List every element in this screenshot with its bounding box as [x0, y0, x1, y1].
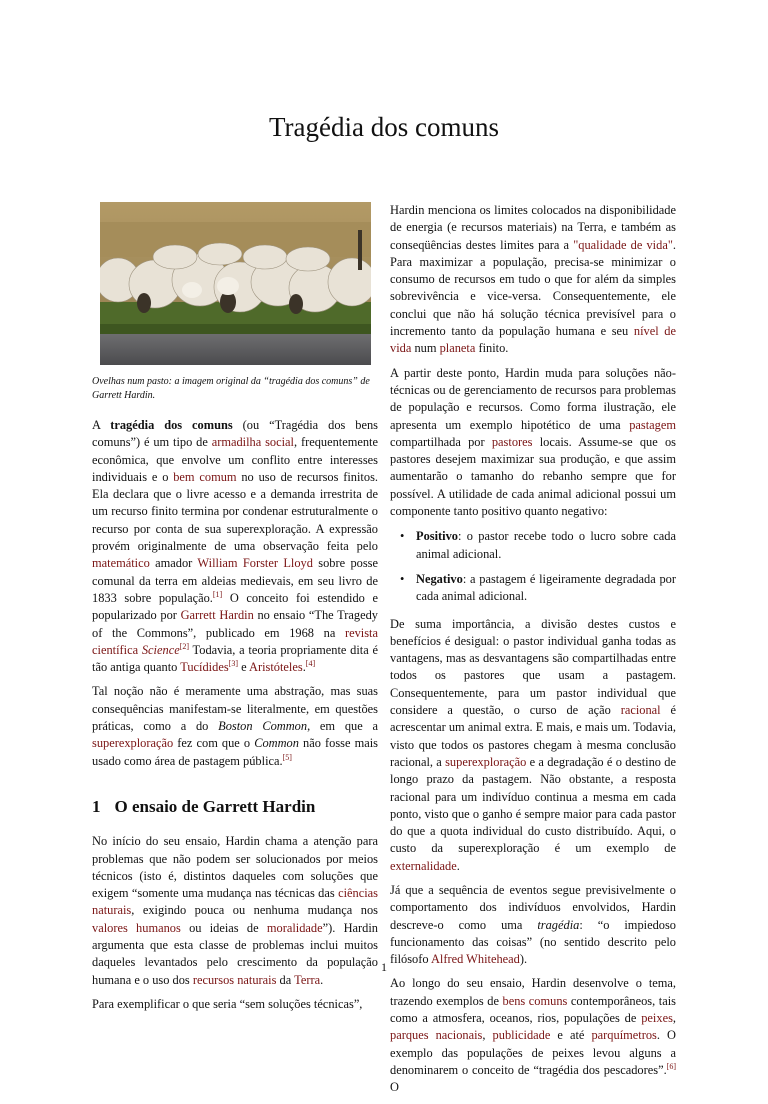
link-terra[interactable]: Terra: [294, 972, 321, 987]
link-ciencias-naturais[interactable]: ciências naturais: [92, 886, 378, 918]
section-paragraph-2: Para exemplificar o que seria “sem soluções técnicas”,: [92, 996, 363, 1011]
left-column: [92, 202, 378, 1020]
intro-paragraph-2: Tal noção não é meramente uma abstração, mas suas consequências manifestam-se literalmente, em questões práticas, como a do Boston Common, em que a superexploração fez com que o Common não fosse mais usado como área de pastagem pública.[5]: [92, 684, 378, 768]
page-number: 1: [381, 960, 387, 974]
ref-1[interactable]: [1]: [212, 589, 223, 599]
ref-3[interactable]: [3]: [228, 659, 238, 669]
intro-paragraph-1: A tragédia dos comuns (ou “Tragédia dos bens comuns”) é um tipo de armadilha social, frequentemente econômica, que envolve um conflito entre interesses individuais e o bem comum no uso de recursos finitos. Ela declara que o livre acesso e a demanda irrestrita de um recurso finito termina por condenar estruturalmente o recurso por conta de sua superexploração. A expressão provém originalmente de uma observação feita pelo matemático amador William Forster Lloyd sobre posse comunal da terra em aldeias medievais, em seu livro de 1833 sobre população.[1] O conceito foi estendido e popularizado por Garrett Hardin no ensaio “The Tragedy of the Commons”, publicado em 1968 na revista científica Science[2] Todavia, a teoria propriamente dita é tão antiga quanto Tucídides[3] e Aristóteles.[4]: [92, 418, 378, 675]
list-item: • Negativo: a pastagem é ligeiramente degradada por cada animal adicional.: [416, 571, 676, 606]
link-tucidides[interactable]: Tucídides: [180, 660, 229, 675]
section-number: 1: [92, 796, 101, 816]
link-william-forster-lloyd[interactable]: William Forster Lloyd: [197, 556, 313, 571]
section-heading-ensaio: [92, 798, 378, 815]
ref-4[interactable]: [4]: [305, 659, 316, 669]
link-science[interactable]: Science: [141, 642, 180, 657]
link-superexploracao-2[interactable]: superexploração: [445, 754, 527, 769]
right-paragraph-2: A partir deste ponto, Hardin muda para soluções não-técnicas ou de gerenciamento de recursos para problemas de população e recursos. Como forma ilustração, ele apresenta um exemplo hipotético de uma pastagem compartilhada por pastores locais. Assume-se que os pastores desejem maximizar sua produção, e que assim aumentarão o tamanho do rebanho sempre que for possível. A utilidade de cada animal adicional possui um componente tanto positivo quanto negativo:: [390, 365, 676, 519]
ref-2[interactable]: [2]: [179, 641, 190, 651]
ref-5[interactable]: [5]: [282, 752, 292, 762]
link-qualidade-de-vida[interactable]: "qualidade de vida": [573, 237, 673, 252]
term-tragedia-dos-comuns: tragédia dos comuns: [110, 418, 233, 432]
link-recursos-naturais[interactable]: recursos naturais: [192, 972, 277, 987]
section-title: O ensaio de Garrett Hardin: [114, 796, 316, 816]
section-paragraph-1: No início do seu ensaio, Hardin chama a atenção para problemas que não podem ser solucionados por meios técnicos (isto é, distintos daqueles com soluções que exigem “somente uma mudança nas técnicas das ciências naturais, exigindo pouca ou nenhuma mudança nos valores humanos ou ideias de moralidade”). Hardin argumenta que esta classe de problemas inclui muitos daqueles levantados pelo crescimento da população humana e o uso dos recursos naturais da Terra.: [92, 834, 378, 987]
ref-6[interactable]: [6]: [666, 1061, 676, 1071]
link-garrett-hardin[interactable]: Garrett Hardin: [180, 608, 254, 623]
link-publicidade[interactable]: publicidade: [492, 1028, 551, 1043]
link-pastagem[interactable]: pastagem: [629, 417, 676, 432]
ovelhas-pastando-foto: [100, 202, 371, 365]
link-alfred-whitehead[interactable]: Alfred Whitehead: [430, 952, 520, 967]
figure-caption: Ovelhas num pasto: a imagem original da “tragédia dos comuns” de Garrett Hardin.: [92, 376, 370, 401]
link-armadilha-social[interactable]: armadilha social: [211, 435, 294, 450]
link-parques-nacionais[interactable]: parques nacionais: [390, 1028, 483, 1043]
right-paragraph-1: Hardin menciona os limites colocados na disponibilidade de energia (e recursos materiais) na Terra, e também as conseqüências destes limites para a "qualidade de vida". Para maximizar a população, precisa-se minimizar o consumo de recursos em tudo o que for além da simples sobrevivência e vice-versa. Consequentemente, ele conclui que não há solução técnica previsível para o incremento tanto da população humana e seu nível de vida num planeta finito.: [390, 203, 676, 356]
link-moralidade[interactable]: moralidade: [266, 920, 323, 935]
link-matematico[interactable]: matemático: [92, 556, 150, 571]
link-racional[interactable]: racional: [620, 703, 661, 718]
link-peixes[interactable]: peixes: [641, 1011, 673, 1026]
right-paragraph-3: De suma importância, a divisão destes custos e benefícios é desigual: o pastor individual ganha todas as vantagens, mas as desvantagens são compartilhadas entre todos os pastores que usam a pastagem. Consequentemente, para um pastor individual que considere a questão, o curso de ação racional é acrescentar um animal extra. E mais, e mais um. Todavia, visto que todos os pastores chegam à mesma conclusão racional, a superexploração e a degradação é o destino de longo prazo da pastagem. Não obstante, a resposta racional para um indivíduo continua a mesma em cada ponto, visto que o ganho é sempre maior para cada pastor do que a quota individual do custo distribuído. Aqui, o custo da superexploração é um exemplo de externalidade.: [390, 616, 676, 873]
list-item: • Positivo: o pastor recebe todo o lucro sobre cada animal adicional.: [416, 528, 676, 563]
link-bem-comum[interactable]: bem comum: [173, 469, 237, 484]
link-revista-cientifica[interactable]: revista científica: [92, 625, 378, 657]
link-externalidade[interactable]: externalidade: [390, 858, 457, 873]
link-bens-comuns[interactable]: bens comuns: [502, 993, 568, 1008]
page-title: Tragédia dos comuns: [269, 112, 499, 142]
link-nivel-de-vida[interactable]: nível de vida: [390, 324, 676, 356]
link-parquimetros[interactable]: parquímetros: [591, 1028, 657, 1043]
link-valores-humanos[interactable]: valores humanos: [92, 920, 181, 935]
link-pastores[interactable]: pastores: [491, 434, 533, 449]
link-superexploracao[interactable]: superexploração: [92, 736, 174, 751]
bullet-list: [390, 528, 676, 605]
right-paragraph-5: Ao longo do seu ensaio, Hardin desenvolve o tema, trazendo exemplos de bens comuns contemporâneos, tais como a atmosfera, oceanos, rios, populações de peixes, parques nacionais, publicidade e até parquímetros. O exemplo das populações de peixes levou alguns a denominarem o conceito de “tragédia dos pescadores”.[6] O: [390, 976, 676, 1095]
right-paragraph-4: Já que a sequência de eventos segue previsivelmente o comportamento dos indivíduos envolvidos, Hardin descreve-o como uma tragédia: “o impiedoso funcionamento das coisas” (no sentido descrito pelo filósofo Alfred Whitehead).: [390, 882, 676, 967]
link-aristoteles[interactable]: Aristóteles: [249, 660, 303, 675]
link-planeta[interactable]: planeta: [439, 341, 476, 356]
